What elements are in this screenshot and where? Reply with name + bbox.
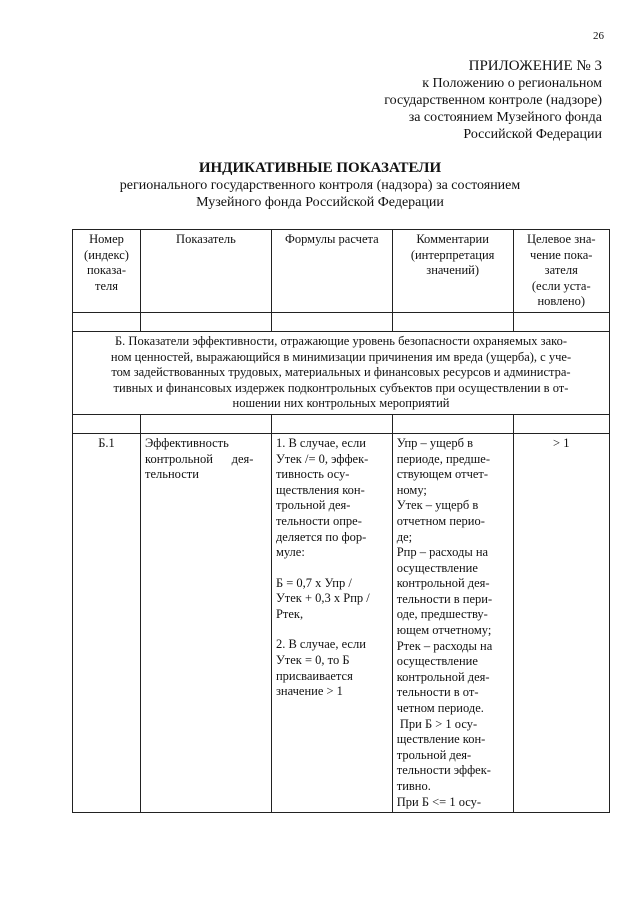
header-formulas (271, 230, 392, 313)
appendix-title: ПРИЛОЖЕНИЕ № 3 (468, 58, 602, 74)
cell-text: 2. В случае, если (275, 637, 366, 652)
cell-text: тивность осу- (275, 467, 350, 482)
header-text: зателя (544, 263, 578, 278)
gap-cell (513, 312, 609, 331)
header-comments (392, 230, 513, 313)
table-header-row (73, 230, 610, 313)
document-subtitle-line: регионального государственного контроля (надзора) за состоянием (119, 178, 521, 193)
section-row (73, 331, 610, 414)
cell-text: тельности эффек- (396, 763, 491, 778)
row-indicator-name (141, 433, 272, 812)
cell-text: Б = 0,7 х Упр / (275, 575, 352, 590)
cell-text: Упр – ущерб в (396, 435, 473, 450)
cell-text: тивно. (396, 779, 431, 793)
cell-text: осуществление (396, 560, 478, 575)
cell-text: осуществление (396, 654, 478, 669)
table-gap-row (73, 312, 610, 331)
section-text: том задействованных трудовых, материальных и финансовых ресурсов и администра- (111, 365, 571, 380)
cell-text: тельности в от- (396, 685, 479, 700)
cell-text: ствующем отчет- (396, 467, 489, 482)
header-text: Номер (89, 232, 124, 246)
gap-cell (392, 312, 513, 331)
cell-text: контрольной дея- (145, 451, 254, 466)
document-title (0, 160, 640, 211)
cell-text: периоде, предше- (396, 451, 490, 466)
header-index (73, 230, 141, 313)
cell-text: четном периоде. (396, 701, 484, 716)
section-text: Б. Показатели эффективности, отражающие уровень безопасности охраняемых зако- (114, 333, 567, 348)
cell-text: При Б > 1 осу- (396, 716, 478, 731)
section-text: ношении них контрольных мероприятий (232, 396, 450, 411)
cell-text: трольной дея- (396, 747, 472, 762)
cell-text: присваивается (275, 668, 353, 683)
cell-text: ющем отчетному; (396, 623, 492, 638)
cell-text: деляется по фор- (275, 529, 367, 544)
section-text: ном ценностей, выражающийся в минимизации причинения им вреда (ущерба), с уче- (110, 349, 572, 364)
cell-text: тельности в пери- (396, 591, 493, 606)
row-index: Б.1 (73, 433, 141, 812)
row-target-value: > 1 (513, 433, 609, 812)
header-text: новлено) (537, 294, 586, 309)
cell-text: ществления кон- (275, 482, 365, 497)
cell-text: Ртек, (275, 606, 304, 621)
cell-text: Утек + 0,3 х Рпр / (275, 591, 370, 606)
document-subtitle-line: Музейного фонда Российской Федерации (196, 195, 444, 210)
section-text: тивных и финансовых издержек подконтрольных субъектов при осуществлении в от- (113, 380, 569, 395)
cell-text: ществление кон- (396, 732, 486, 747)
cell-text: тельности опре- (275, 513, 362, 528)
row-formula (271, 433, 392, 812)
document-title-main: ИНДИКАТИВНЫЕ ПОКАЗАТЕЛИ (198, 160, 442, 176)
cell-text: контрольной дея- (396, 576, 490, 591)
cell-text: Рпр – расходы на (396, 545, 489, 560)
cell-text: Утек /= 0, эффек- (275, 451, 369, 466)
header-text: Формулы расчета (285, 232, 379, 246)
header-target (513, 230, 609, 313)
gap-cell (73, 414, 141, 433)
header-text: Целевое зна- (526, 232, 596, 246)
table-row (73, 433, 610, 812)
page-number: 26 (593, 30, 604, 42)
gap-cell (513, 414, 609, 433)
appendix-line: к Положению о региональном (422, 76, 602, 91)
appendix-line: за состоянием Музейного фонда (408, 110, 602, 125)
gap-cell (392, 414, 513, 433)
header-text: значений) (426, 263, 479, 278)
cell-text: ному; (396, 482, 427, 497)
cell-text: При Б <= 1 осу- (396, 794, 482, 809)
gap-cell (271, 312, 392, 331)
gap-cell (141, 312, 272, 331)
cell-text: Утек = 0, то Б (275, 653, 350, 668)
appendix-line: Российской Федерации (463, 127, 602, 142)
cell-text: Утек – ущерб в (396, 498, 479, 513)
indicators-table (72, 229, 610, 813)
cell-text: тельности (145, 467, 199, 482)
line-spacer (276, 622, 388, 637)
header-text: чение пока- (530, 247, 593, 262)
table-gap-row (73, 414, 610, 433)
cell-text: Эффективность (145, 435, 229, 450)
cell-text: де; (396, 529, 413, 544)
cell-text: Ртек – расходы на (396, 638, 493, 653)
gap-cell (271, 414, 392, 433)
header-text: теля (95, 278, 118, 293)
cell-text: отчетном перио- (396, 513, 485, 528)
cell-text: трольной дея- (275, 498, 351, 513)
cell-text: муле: (275, 545, 305, 560)
section-heading (73, 331, 610, 414)
header-text: показа- (86, 263, 127, 278)
gap-cell (141, 414, 272, 433)
cell-text: контрольной дея- (396, 669, 490, 684)
header-text: Показатель (176, 232, 236, 246)
header-text: Комментарии (416, 232, 489, 246)
appendix-header (384, 58, 602, 143)
row-comment (392, 433, 513, 812)
header-indicator (141, 230, 272, 313)
cell-text: оде, предшеству- (396, 607, 488, 622)
header-text: (интерпретация (410, 247, 495, 262)
header-text: (индекс) (84, 247, 129, 262)
header-text: (если уста- (531, 278, 591, 293)
appendix-line: государственном контроле (надзоре) (384, 93, 602, 108)
gap-cell (73, 312, 141, 331)
cell-text: значение > 1 (275, 684, 343, 699)
line-spacer (276, 561, 388, 576)
cell-text: 1. В случае, если (275, 435, 366, 450)
